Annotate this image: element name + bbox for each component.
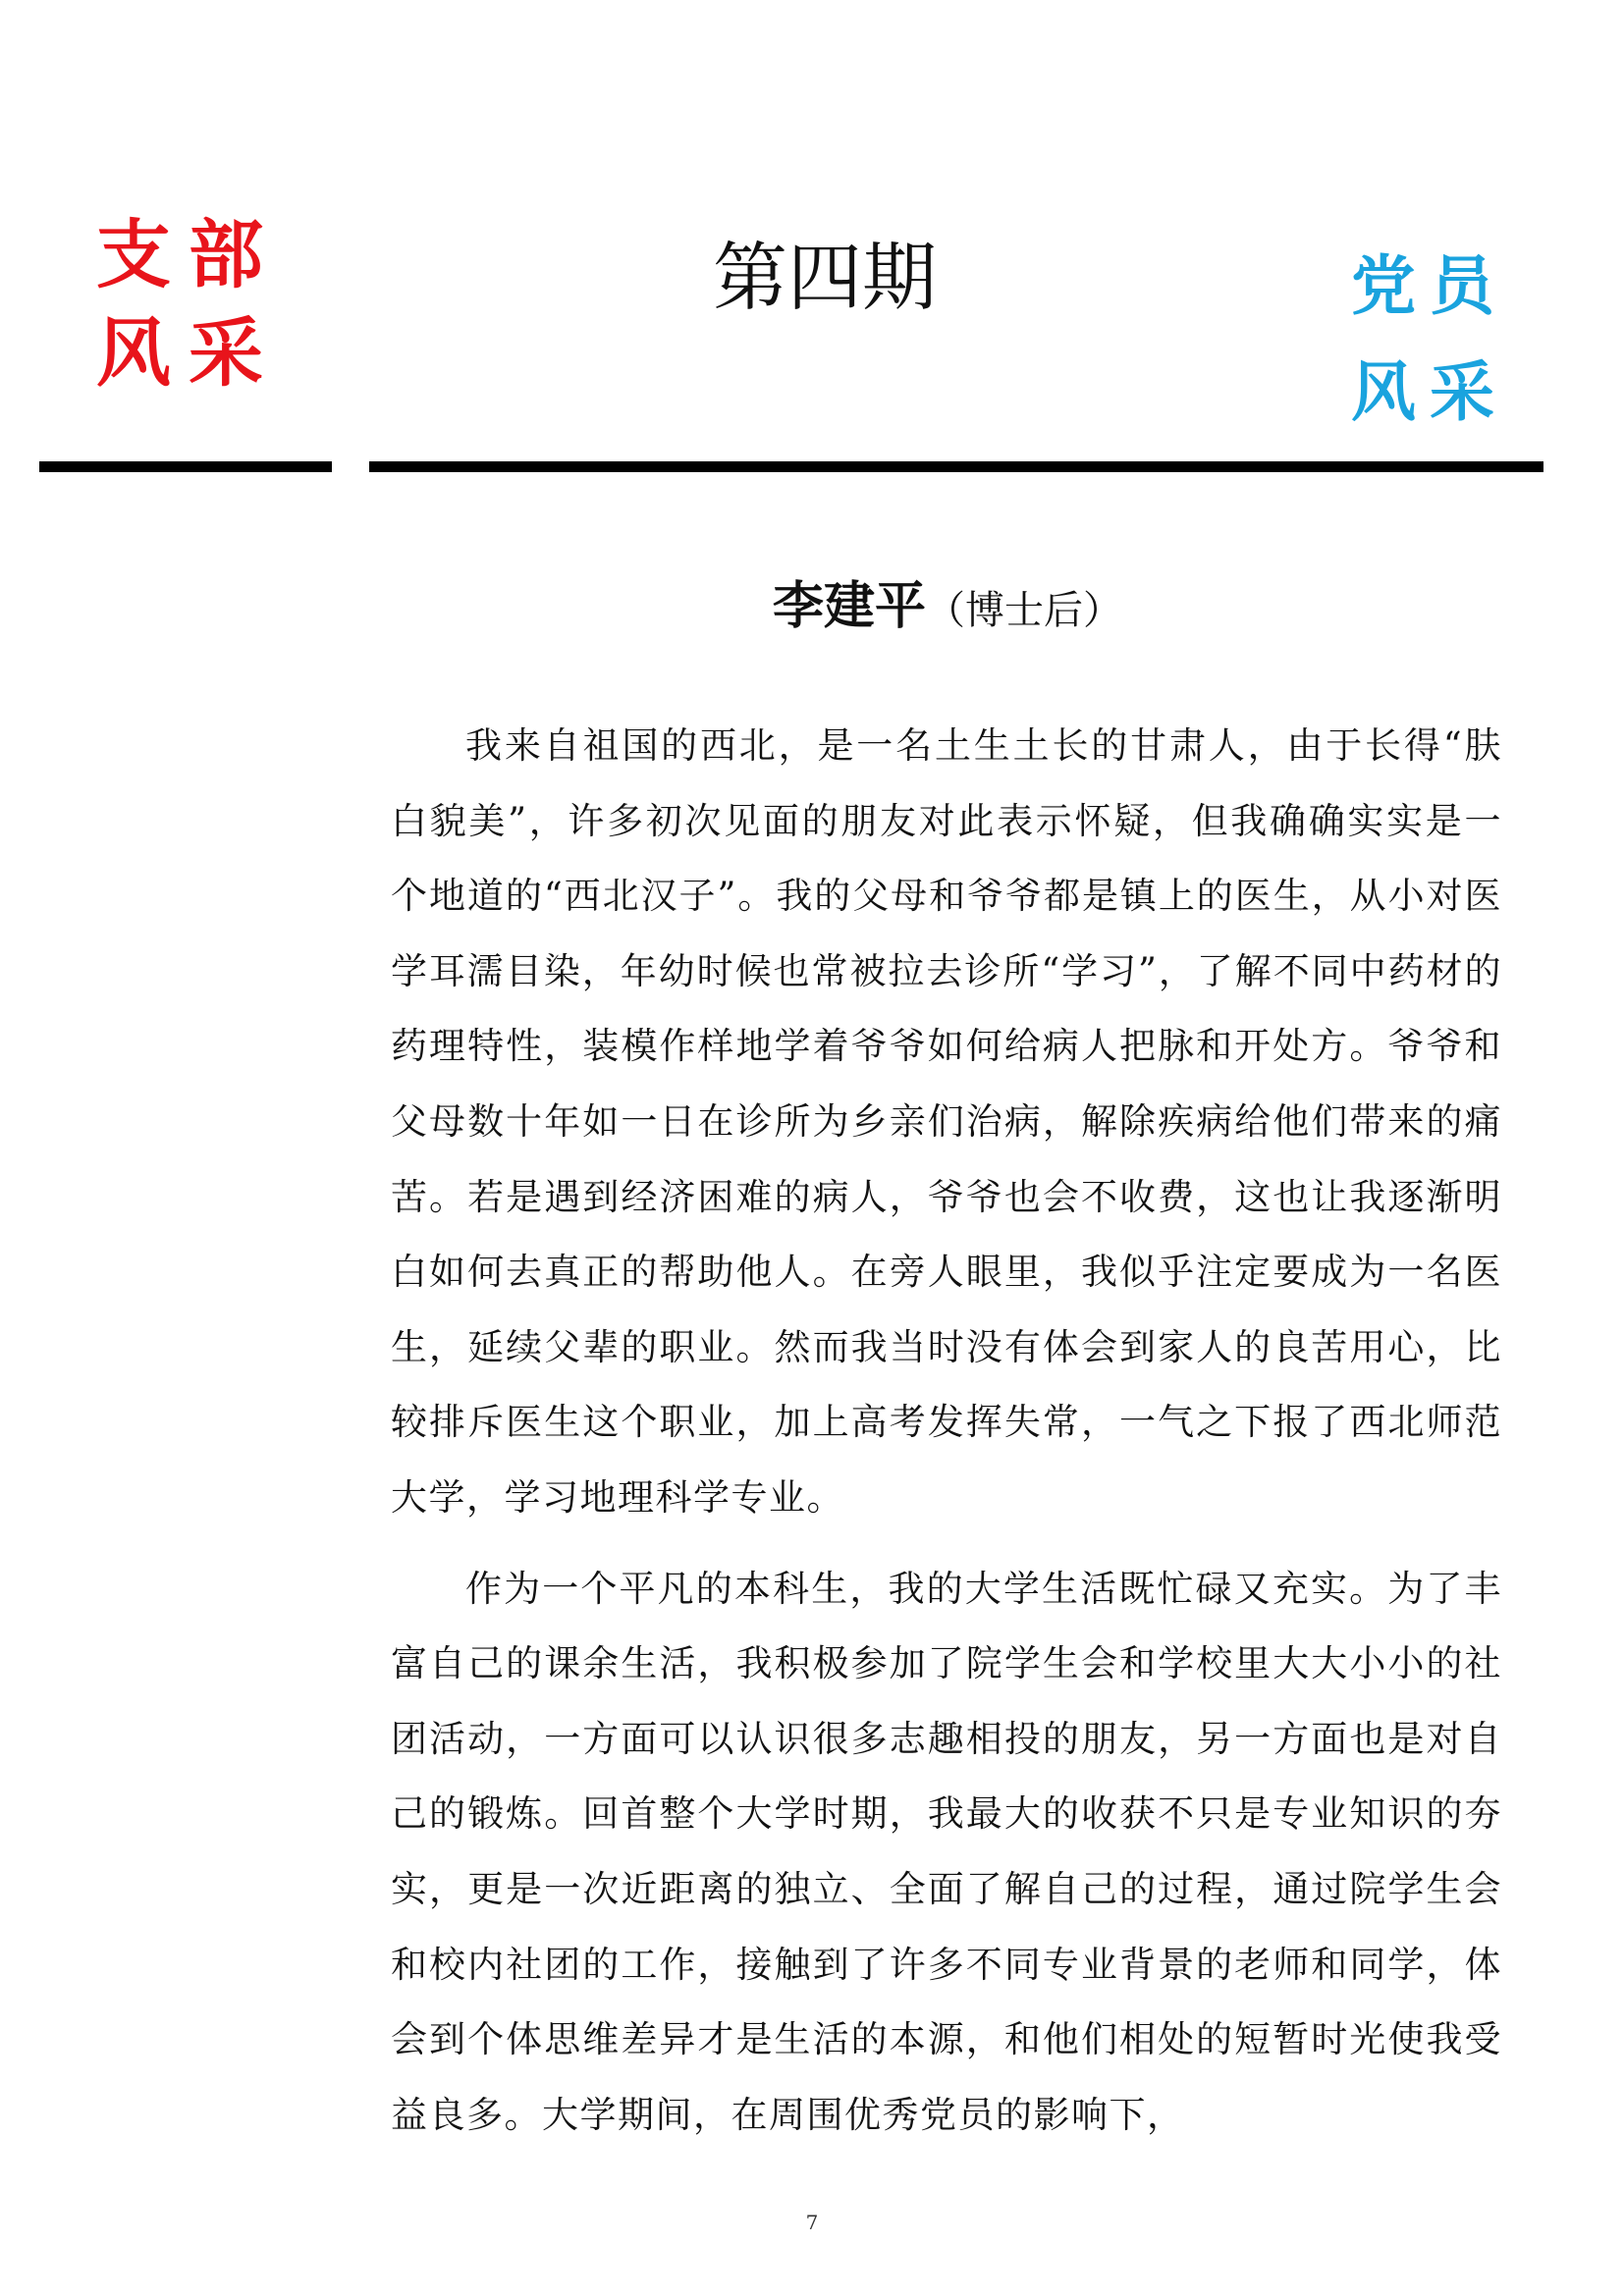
logo-right-line-2: 风采 [1351, 354, 1508, 430]
header-rule-left [39, 461, 332, 472]
author-title: （博士后） [926, 588, 1122, 633]
article-body [391, 709, 1502, 2168]
logo-left-line-2: 风采 [96, 309, 281, 397]
page-number: 7 [805, 2211, 819, 2234]
logo-right-line-1: 党员 [1351, 248, 1508, 324]
issue-title: 第四期 [713, 234, 937, 321]
column-logo-right [1351, 234, 1547, 446]
article-paragraph-2: 作为一个平凡的本科生，我的大学生活既忙碌又充实。为了丰富自己的课余生活，我积极参加了院学生会和学校里大大小小的社团活动，一方面可以认识很多志趣相投的朋友，另一方面也是对自己的锻炼。回首整个大学时期，我最大的收获不只是专业知识的夯实，更是一次近距离的独立、全面了解自己的过程，通过院学生会和校内社团的工作，接触到了许多不同专业背景的老师和同学，体会到个体思维差异才是生活的本源，和他们相处的短暂时光使我受益良多。大学期间，在周围优秀党员的影响下， [391, 1567, 1502, 2136]
column-logo-left [96, 206, 293, 402]
author-heading [393, 571, 1502, 654]
article-paragraph-1: 我来自祖国的西北，是一名土生土长的甘肃人，由于长得“肤白貌美”，许多初次见面的朋友对此表示怀疑，但我确确实实是一个地道的“西北汉子”。我的父母和爷爷都是镇上的医生，从小对医学耳濡目染，年幼时候也常被拉去诊所“学习”，了解不同中药材的药理特性，装模作样地学着爷爷如何给病人把脉和开处方。爷爷和父母数十年如一日在诊所为乡亲们治病，解除疾病给他们带来的痛苦。若是遇到经济困难的病人，爷爷也会不收费，这也让我逐渐明白如何去真正的帮助他人。在旁人眼里，我似乎注定要成为一名医生，延续父辈的职业。然而我当时没有体会到家人的良苦用心，比较排斥医生这个职业，加上高考发挥失常，一气之下报了西北师范大学，学习地理科学专业。 [391, 724, 1502, 1519]
logo-left-line-1: 支部 [96, 211, 281, 298]
header-rule-right [369, 461, 1543, 472]
author-name: 李建平 [772, 577, 926, 636]
